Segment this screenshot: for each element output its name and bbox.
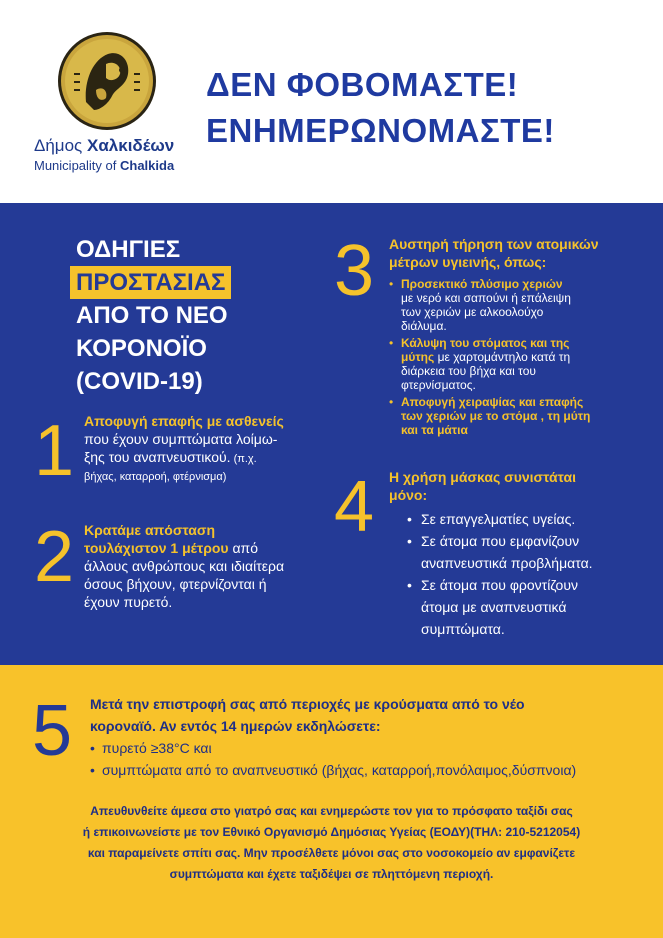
brand-en-name: Chalkida — [119, 158, 175, 173]
item-5-lead-2: κοροναϊό. Αν εντός 14 ημερών εκδηλώσετε: — [90, 718, 381, 734]
item-4-bullet-1-text: Σε επαγγελματίες υγείας. — [421, 511, 576, 527]
item-4-lead-1: Η χρήση μάσκας συνιστάται — [389, 469, 576, 485]
item-3-bullet-1-line-2: των χεριών με αλκοολούχο — [401, 305, 544, 319]
item-3-number: 3 — [334, 231, 375, 311]
item-5-bullet-2: • συμπτώματα από το αναπνευστικό (βήχας, καταρροή,πονόλαιμος,δύσπνοια) — [90, 759, 650, 781]
brand-en-prefix: Municipality of — [34, 158, 120, 173]
item-4-bullet-3-line-1: • Σε άτομα που φροντίζουν — [421, 577, 578, 593]
item-1-line-1: που έχουν συμπτώματα λοίμω- — [84, 431, 278, 447]
item-5-text — [90, 693, 650, 781]
header — [0, 0, 663, 203]
item-1-lead: Αποφυγή επαφής με ασθενείς — [84, 413, 284, 429]
item-2-line-1: από — [228, 540, 258, 556]
item-3-bullet-2-lead-2: μύτης — [401, 350, 435, 364]
item-4-bullet-3 — [407, 574, 629, 640]
item-3-bullet-3 — [389, 395, 639, 437]
contact-advice-line-4: συμπτώματα και έχετε ταξιδέψει σε πληττόμενη περιοχή. — [169, 867, 494, 881]
item-3-bullet-3-lead-2: των χεριών με το στόμα , τη μύτη — [401, 409, 591, 423]
title-line-4: ΚΟΡΟΝΟΪΟ — [76, 335, 207, 362]
contact-advice-line-3: και παραμείνετε σπίτι σας. Μην προσέλθετε μόνοι σας στο νοσοκομείο αν εμφανίζετε — [87, 846, 576, 860]
instructions-title — [76, 233, 231, 398]
title-line-5: (COVID-19) — [76, 368, 203, 395]
item-2-text — [84, 521, 324, 611]
item-4-bullet-2 — [407, 530, 629, 574]
item-4-list — [407, 508, 629, 640]
item-3-bullet-1-lead: • Προσεκτικό πλύσιμο χεριών — [401, 277, 563, 291]
item-3-bullet-2-lead-1: • Κάλυψη του στόματος και της — [401, 336, 570, 350]
item-3-lead-1: Αυστηρή τήρηση των ατομικών — [389, 236, 599, 252]
title-line-1: ΟΔΗΓΙΕΣ — [76, 236, 181, 263]
item-4-bullet-3-line-2: άτομα με αναπνευστικά — [421, 599, 567, 615]
item-3-bullet-3-lead-1: • Αποφυγή χειραψίας και επαφής — [401, 395, 584, 409]
municipality-coin-logo — [56, 30, 158, 132]
item-2-number: 2 — [34, 517, 75, 597]
item-1-line-2-example: (π.χ. — [230, 453, 257, 465]
item-4-bullet-2-line-2: αναπνευστικά προβλήματα. — [421, 555, 593, 571]
item-4-bullet-3-line-3: συμπτώματα. — [421, 621, 505, 637]
item-5-lead-1: Μετά την επιστροφή σας από περιοχές με κρούσματα από το νέο — [90, 696, 525, 712]
item-2-lead-2: τουλάχιστον 1 μέτρου — [84, 540, 229, 556]
item-5-number: 5 — [32, 691, 73, 771]
contact-advice-line-2: ή επικοινωνείστε με τον Εθνικό Οργανισμό Δημόσιας Υγείας (ΕΟΔΥ)(ΤΗΛ: 210-5212054) — [82, 825, 581, 839]
item-1-line-3: βήχας, καταρροή, φτέρνισμα) — [84, 471, 227, 483]
item-3-lead-2: μέτρων υγιεινής, όπως: — [389, 254, 547, 270]
headline-line-1: ΔΕΝ ΦΟΒΟΜΑΣΤΕ! — [206, 66, 519, 103]
item-2-line-3: όσους βήχουν, φτερνίζονται ή — [84, 576, 267, 592]
item-1-number: 1 — [34, 411, 75, 491]
contact-advice-line-1: Απευθυνθείτε άμεσα στο γιατρό σας και ενημερώστε τον για το πρόσφατο ταξίδι σας — [90, 804, 573, 818]
item-4-lead-2: μόνο: — [389, 487, 428, 503]
item-3-text — [389, 235, 639, 440]
item-2-lead-1: Κρατάμε απόσταση — [84, 522, 215, 538]
item-3-bullet-2-line-2: διάρκεια του βήχα και του — [401, 364, 536, 378]
item-2-line-4: έχουν πυρετό. — [84, 594, 173, 610]
title-line-2-highlight: ΠΡΟΣΤΑΣΙΑΣ — [70, 266, 231, 299]
instructions-panel — [0, 203, 663, 665]
item-2-line-2: άλλους ανθρώπους και ιδιαίτερα — [84, 558, 285, 574]
item-4-number: 4 — [334, 467, 375, 547]
item-5-bullet-1: • πυρετό ≥38°C και — [90, 737, 650, 759]
headline — [206, 62, 555, 154]
contact-advice — [24, 801, 639, 885]
item-3-bullet-2-line-1: με χαρτομάντηλο κατά τη — [434, 350, 571, 364]
item-1-line-2: ξης του αναπνευστικού. — [84, 449, 231, 465]
title-line-3: ΑΠΟ ΤΟ ΝΕΟ — [76, 302, 228, 329]
headline-line-2: ΕΝΗΜΕΡΩΝΟΜΑΣΤΕ! — [206, 112, 555, 149]
item-3-list — [389, 277, 639, 437]
item-5-list — [90, 737, 650, 781]
municipality-name-greek — [34, 136, 174, 156]
item-4-bullet-1 — [407, 508, 629, 530]
item-3-bullet-2-line-3: φτερνίσματος. — [401, 378, 476, 392]
item-3-bullet-1 — [389, 277, 639, 333]
brand-gr-prefix: Δήμος — [34, 136, 87, 155]
item-3-bullet-2 — [389, 336, 639, 392]
brand-gr-name: Χαλκιδέων — [86, 136, 175, 155]
travel-advice-panel — [0, 665, 663, 938]
item-4-text — [389, 468, 629, 640]
item-1-text — [84, 412, 314, 486]
item-3-bullet-1-line-3: διάλυμα. — [401, 319, 447, 333]
item-3-bullet-3-lead-3: και τα μάτια — [401, 423, 468, 437]
item-4-bullet-2-line-1: • Σε άτομα που εμφανίζουν — [421, 533, 580, 549]
item-3-bullet-1-line-1: με νερό και σαπούνι ή επάλειψη — [401, 291, 571, 305]
municipality-name-english — [34, 158, 174, 173]
